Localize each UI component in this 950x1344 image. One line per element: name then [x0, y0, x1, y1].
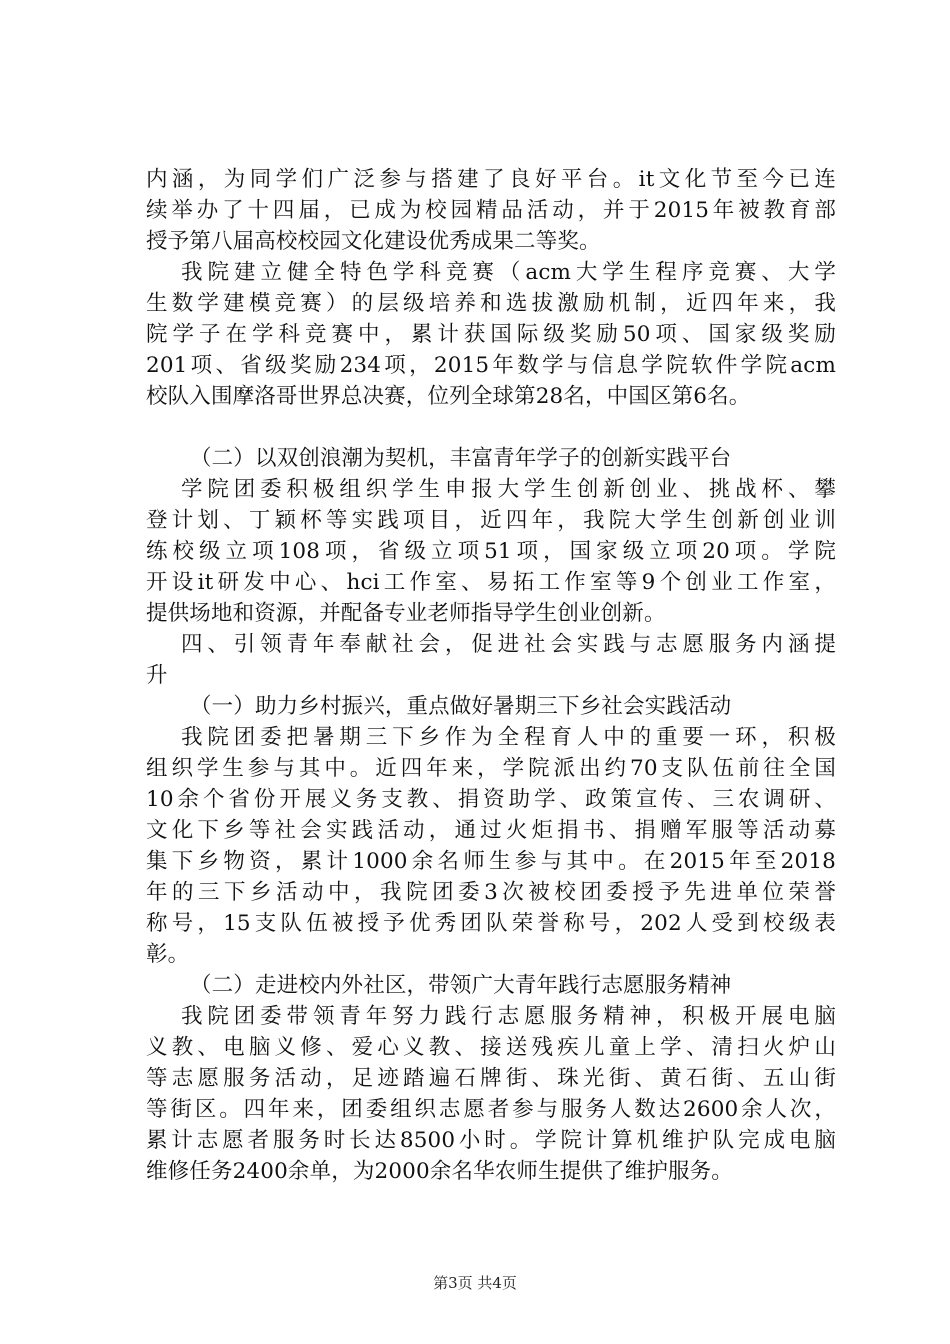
text-line: 练校级立项108项，省级立项51项，国家级立项20项。学院 [146, 539, 836, 564]
text-line: 等志愿服务活动，足迹踏遍石牌街、珠光街、黄石街、五山街 [146, 1066, 836, 1091]
text-line: 10余个省份开展义务支教、捐资助学、政策宣传、三农调研、 [146, 787, 836, 812]
text-line: 维修任务2400余单，为2000余名华农师生提供了维护服务。 [146, 1159, 733, 1184]
text-line: 内涵，为同学们广泛参与搭建了良好平台。it文化节至今已连 [146, 167, 836, 192]
text-line: 组织学生参与其中。近四年来，学院派出约70支队伍前往全国 [146, 756, 836, 781]
text-line: 续举办了十四届，已成为校园精品活动，并于2015年被教育部 [146, 198, 836, 223]
text-line: 登计划、丁颖杯等实践项目，近四年，我院大学生创新创业训 [146, 508, 836, 533]
text-line: 生数学建模竞赛）的层级培养和选拔激励机制，近四年来，我 [146, 291, 836, 316]
section-heading-continued: 升 [146, 663, 168, 688]
section-heading: （二）以双创浪潮为契机，丰富青年学子的创新实践平台 [190, 446, 732, 471]
section-heading: （二）走进校内外社区，带领广大青年践行志愿服务精神 [190, 973, 732, 998]
paragraph-start-line: 我院团委带领青年努力践行志愿服务精神，积极开展电脑 [181, 1004, 836, 1029]
text-line: 年的三下乡活动中，我院团委3次被校团委授予先进单位荣誉 [146, 880, 836, 905]
text-line: 开设it研发中心、hci工作室、易拓工作室等9个创业工作室， [146, 570, 836, 595]
text-line: 彰。 [146, 942, 190, 967]
paragraph-start-line: 学院团委积极组织学生申报大学生创新创业、挑战杯、攀 [181, 477, 836, 502]
text-line: 集下乡物资，累计1000余名师生参与其中。在2015年至2018 [146, 849, 836, 874]
text-line: 等街区。四年来，团委组织志愿者参与服务人数达2600余人次， [146, 1097, 836, 1122]
text-line: 校队入围摩洛哥世界总决赛，位列全球第28名，中国区第6名。 [146, 384, 751, 409]
text-line: 授予第八届高校校园文化建设优秀成果二等奖。 [146, 229, 601, 254]
text-line: 累计志愿者服务时长达8500小时。学院计算机维护队完成电脑 [146, 1128, 836, 1153]
section-heading: 四、引领青年奉献社会，促进社会实践与志愿服务内涵提 [181, 632, 836, 657]
text-line: 201项、省级奖励234项，2015年数学与信息学院软件学院acm [146, 353, 836, 378]
text-line: 提供场地和资源，并配备专业老师指导学生创业创新。 [146, 601, 666, 626]
page-number-footer: 第3页 共4页 [433, 1274, 517, 1292]
text-line: 院学子在学科竞赛中，累计获国际级奖励50项、国家级奖励 [146, 322, 836, 347]
text-line: 称号，15支队伍被授予优秀团队荣誉称号，202人受到校级表 [146, 911, 836, 936]
document-body [146, 164, 836, 1187]
text-line: 文化下乡等社会实践活动，通过火炬捐书、捐赠军服等活动募 [146, 818, 836, 843]
paragraph-gap [146, 412, 836, 443]
text-line: 义教、电脑义修、爱心义教、接送残疾儿童上学、清扫火炉山 [146, 1035, 836, 1060]
paragraph-start-line: 我院团委把暑期三下乡作为全程育人中的重要一环，积极 [181, 725, 836, 750]
paragraph-start-line: 我院建立健全特色学科竞赛（acm大学生程序竞赛、大学 [181, 260, 836, 285]
section-heading: （一）助力乡村振兴，重点做好暑期三下乡社会实践活动 [190, 694, 732, 719]
